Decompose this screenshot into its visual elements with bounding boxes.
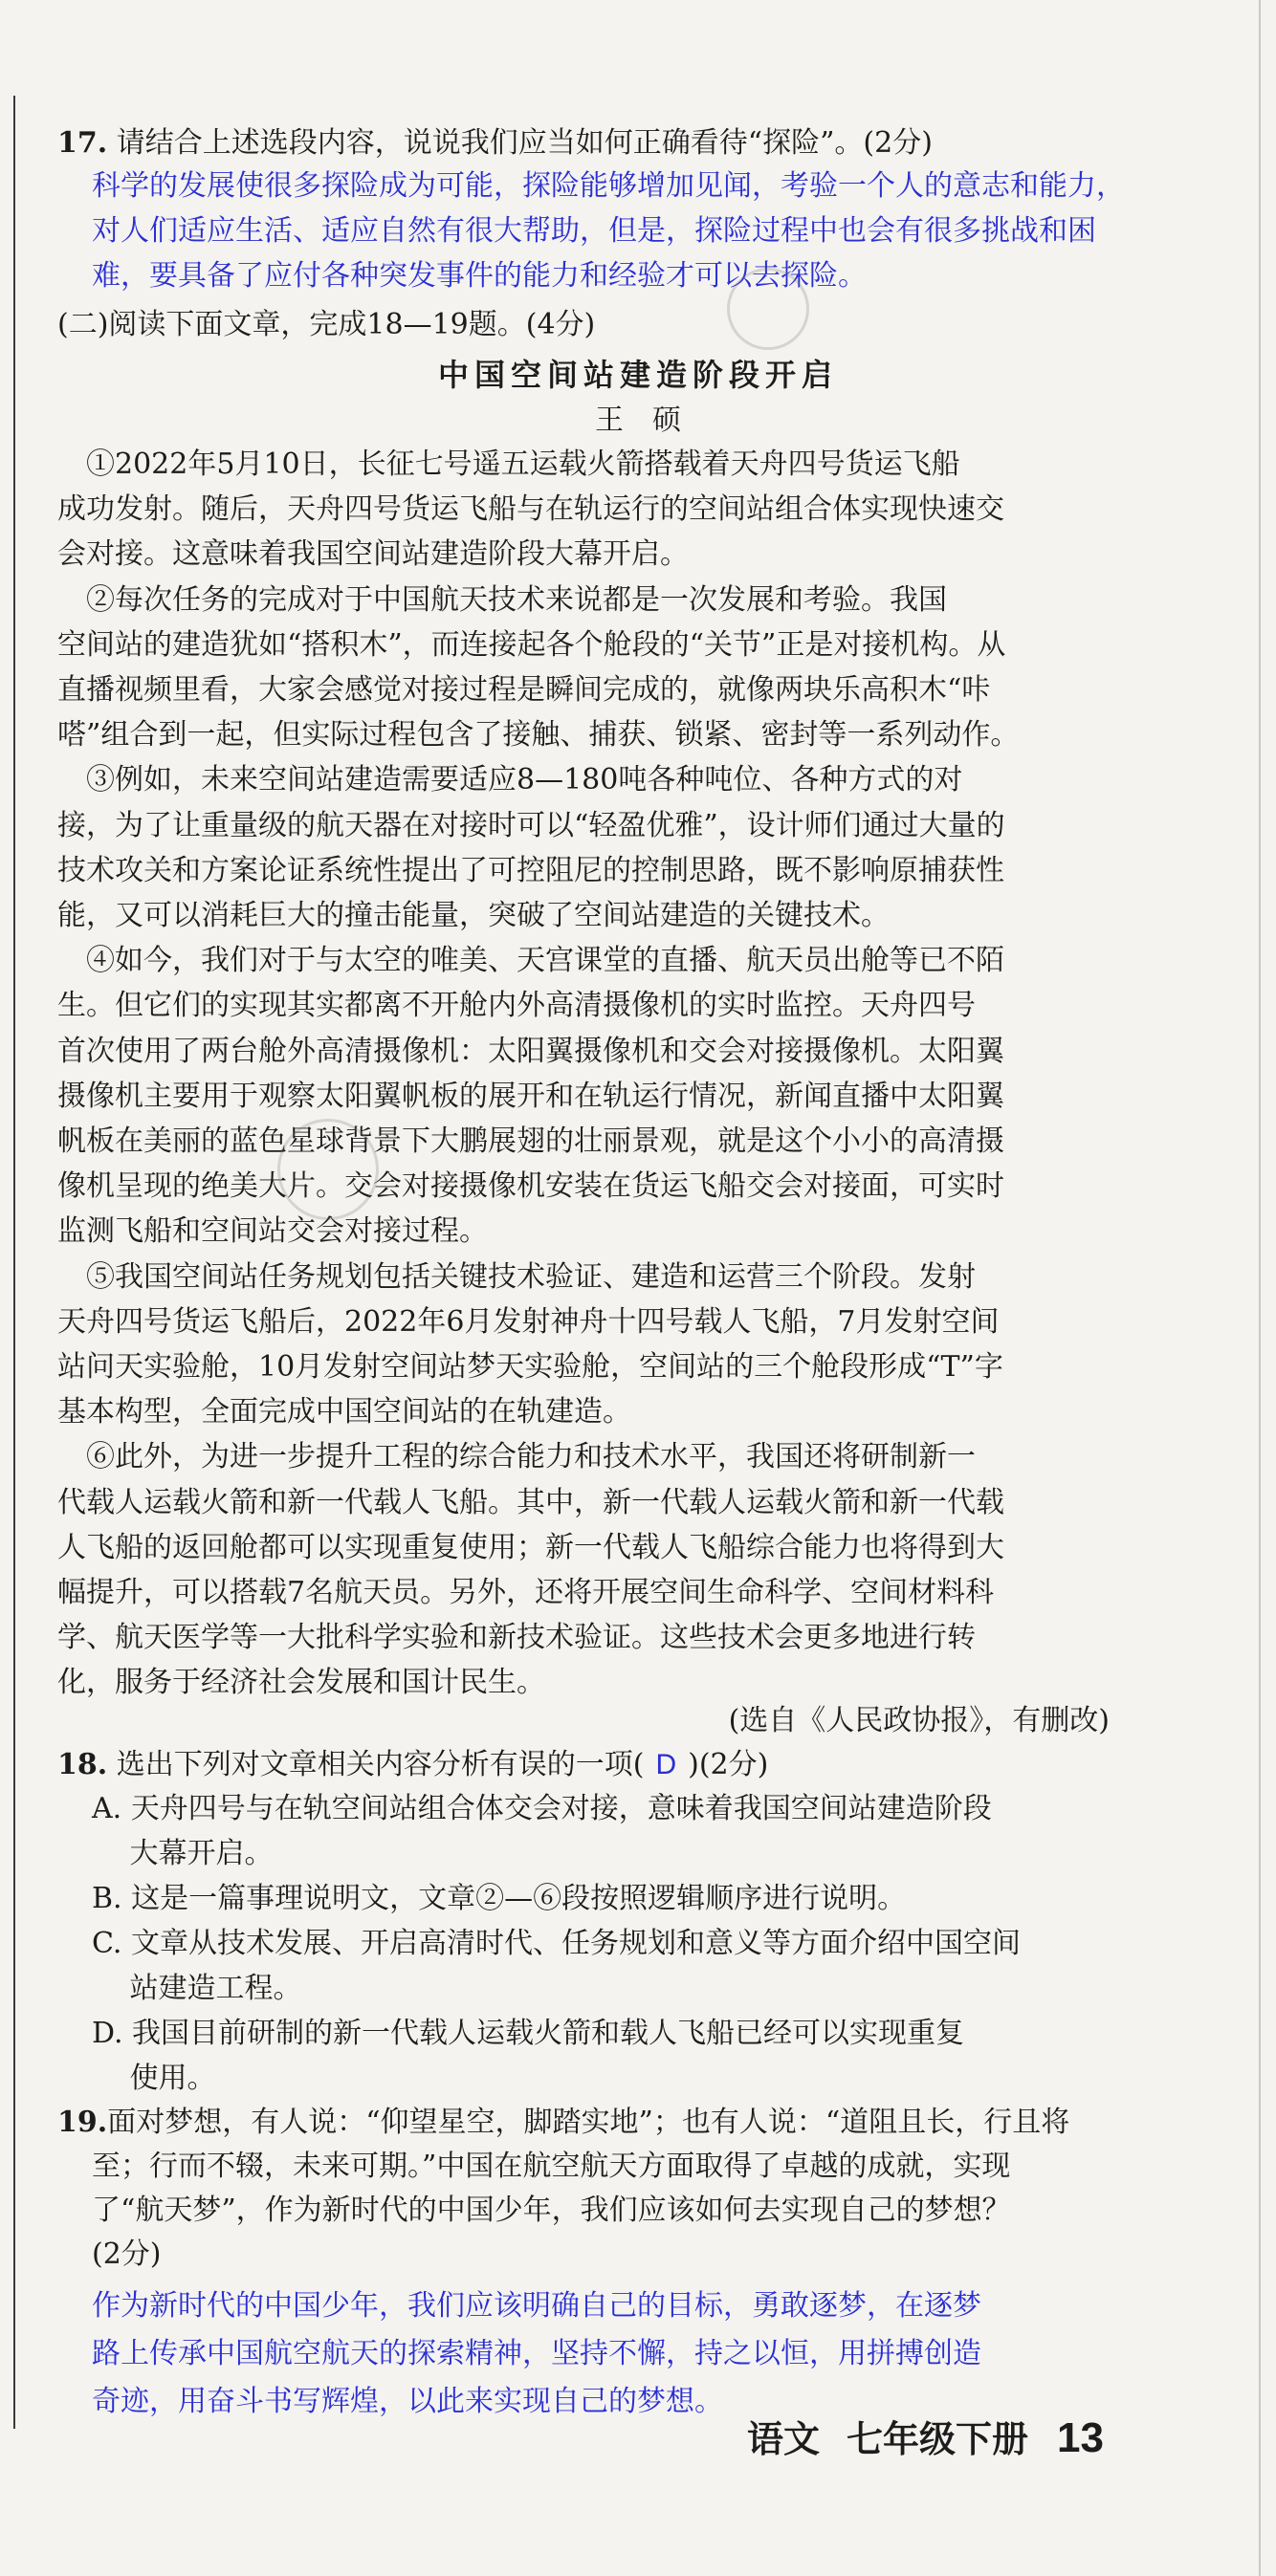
article-line: 幅提升，可以搭载7名航天员。另外，还将开展空间生命科学、空间材料科 xyxy=(57,1576,995,1609)
q17-answer-line: 对人们适应生活、适应自然有很大帮助，但是，探险过程中也会有很多挑战和困 xyxy=(92,215,1096,247)
footer-grade: 七年级下册 xyxy=(847,2420,1029,2460)
article-line: 人飞船的返回舱都可以实现重复使用；新一代载人飞船综合能力也将得到大 xyxy=(57,1530,1004,1564)
q19-number: 19. xyxy=(57,2106,108,2139)
left-margin-line xyxy=(13,96,15,2429)
article-line: 代载人运载火箭和新一代载人飞船。其中，新一代载人运载火箭和新一代载 xyxy=(57,1485,1004,1519)
article-line: 监测飞船和空间站交会对接过程。 xyxy=(57,1214,488,1249)
article-line: 直播视频里看，大家会感觉对接过程是瞬间完成的，就像两块乐高积木“咔 xyxy=(57,673,991,707)
article-line: 能，又可以消耗巨大的撞击能量，突破了空间站建造的关键技术。 xyxy=(57,899,890,932)
watermark-stamp xyxy=(727,268,809,350)
article-line: 摄像机主要用于观察太阳翼帆板的展开和在轨运行情况，新闻直播中太阳翼 xyxy=(57,1079,1004,1113)
q18-prompt xyxy=(57,1746,1110,1784)
article-line: ④如今，我们对于与太空的唯美、天宫课堂的直播、航天员出舱等已不陌 xyxy=(57,944,1004,978)
q18-option-line: 大幕开启。 xyxy=(92,1837,274,1870)
article-line: 成功发射。随后，天舟四号货运飞船与在轨运行的空间站组合体实现快速交 xyxy=(57,492,1004,527)
q17-answer-line: 科学的发展使很多探险成为可能，探险能够增加见闻，考验一个人的意志和能力， xyxy=(92,170,1125,202)
article-line: 基本构型，全面完成中国空间站的在轨建造。 xyxy=(57,1395,631,1430)
section-heading: (二)阅读下面文章，完成18—19题。(4分) xyxy=(57,308,596,341)
q19-answer-line: 路上传承中国航空航天的探索精神，坚持不懈，持之以恒，用拼搏创造 xyxy=(92,2338,981,2369)
q19-prompt-text: 面对梦想，有人说：“仰望星空，脚踏实地”；也有人说：“道阻且长，行且将 xyxy=(107,2106,1070,2139)
q18-option-line: C. 文章从技术发展、开启高清时代、任务规划和意义等方面介绍中国空间 xyxy=(92,1927,1021,1960)
article-line: 技术攻关和方案论证系统性提出了可控阻尼的控制思路，既不影响原捕获性 xyxy=(57,853,1004,887)
article-line: 生。但它们的实现其实都离不开舱内外高清摄像机的实时监控。天舟四号 xyxy=(57,989,976,1023)
q18-number: 18. xyxy=(57,1748,108,1781)
article-line: 天舟四号货运飞船后，2022年6月发射神舟十四号载人飞船，7月发射空间 xyxy=(57,1304,1000,1339)
article-line: 空间站的建造犹如“搭积木”，而连接起各个舱段的“关节”正是对接机构。从 xyxy=(57,627,1006,662)
article-source: (选自《人民政协报》，有删改) xyxy=(728,1704,1110,1737)
article-line: ⑤我国空间站任务规划包括关键技术验证、建造和运营三个阶段。发射 xyxy=(57,1259,976,1294)
page-number: 13 xyxy=(1057,2414,1104,2461)
article-line: 学、航天医学等一大批科学实验和新技术验证。这些技术会更多地进行转 xyxy=(57,1621,976,1655)
q17-number: 17. xyxy=(57,126,108,160)
article-line: 嗒”组合到一起，但实际过程包含了接触、捕获、锁紧、密封等一系列动作。 xyxy=(57,718,1020,753)
q19-answer-line: 奇迹，用奋斗书写辉煌，以此来实现自己的梦想。 xyxy=(92,2386,723,2417)
q17-answer-line: 难，要具备了应付各种突发事件的能力和经验才可以去探险。 xyxy=(92,260,867,292)
article-line: ③例如，未来空间站建造需要适应8—180吨各种吨位、各种方式的对 xyxy=(57,763,963,797)
q18-option-line: 使用。 xyxy=(92,2062,216,2095)
article-author: 王 硕 xyxy=(595,404,681,437)
article-line: 站问天实验舱，10月发射空间站梦天实验舱，空间站的三个舱段形成“T”字 xyxy=(57,1350,1003,1384)
article-line: ②每次任务的完成对于中国航天技术来说都是一次发展和考验。我国 xyxy=(57,582,947,617)
q18-prompt-tail: )(2分) xyxy=(688,1748,769,1781)
article-title: 中国空间站建造阶段开启 xyxy=(437,357,838,393)
q18-option-line: A. 天舟四号与在轨空间站组合体交会对接，意味着我国空间站建造阶段 xyxy=(92,1792,992,1825)
q18-option-line: B. 这是一篇事理说明文，文章②—⑥段按照逻辑顺序进行说明。 xyxy=(92,1882,907,1915)
article-line: 会对接。这意味着我国空间站建造阶段大幕开启。 xyxy=(57,537,689,572)
article-line: 化，服务于经济社会发展和国计民生。 xyxy=(57,1666,545,1700)
q18-prompt-text: 选出下列对文章相关内容分析有误的一项( xyxy=(116,1748,645,1781)
article-line: 接，为了让重量级的航天器在对接时可以“轻盈优雅”，设计师们通过大量的 xyxy=(57,808,1005,842)
article-line: 像机呈现的绝美大片。交会对接摄像机安装在货运飞船交会对接面，可实时 xyxy=(57,1169,1004,1204)
q18-option-line: 站建造工程。 xyxy=(92,1972,302,2005)
footer-subject: 语文 xyxy=(747,2420,821,2460)
article-line: 帆板在美丽的蓝色星球背景下大鹏展翅的壮丽景观，就是这个小小的高清摄 xyxy=(57,1124,1004,1158)
watermark-stamp xyxy=(277,1119,379,1220)
q17-prompt xyxy=(57,124,1110,163)
page-footer xyxy=(720,2410,1104,2462)
q18-answer: D xyxy=(655,1749,677,1780)
q19-answer-line: 作为新时代的中国少年，我们应该明确自己的目标，勇敢逐梦，在逐梦 xyxy=(92,2290,981,2322)
q19-prompt-line: 至；行而不辍，未来可期。”中国在航空航天方面取得了卓越的成就，实现 xyxy=(92,2150,1011,2183)
article-line: ①2022年5月10日，长征七号遥五运载火箭搭载着天舟四号货运飞船 xyxy=(57,448,960,481)
q17-prompt-text: 请结合上述选段内容，说说我们应当如何正确看待“探险”。(2分) xyxy=(116,126,933,160)
q19-prompt-line xyxy=(57,2104,1110,2142)
q19-prompt-line: (2分) xyxy=(92,2238,162,2271)
article-line: 首次使用了两台舱外高清摄像机：太阳翼摄像机和交会对接摄像机。太阳翼 xyxy=(57,1034,1004,1068)
article-line: ⑥此外，为进一步提升工程的综合能力和技术水平，我国还将研制新一 xyxy=(57,1440,976,1474)
q19-prompt-line: 了“航天梦”，作为新时代的中国少年，我们应该如何去实现自己的梦想？ xyxy=(92,2194,1011,2227)
q18-option-line: D. 我国目前研制的新一代载人运载火箭和载人飞船已经可以实现重复 xyxy=(92,2017,965,2050)
